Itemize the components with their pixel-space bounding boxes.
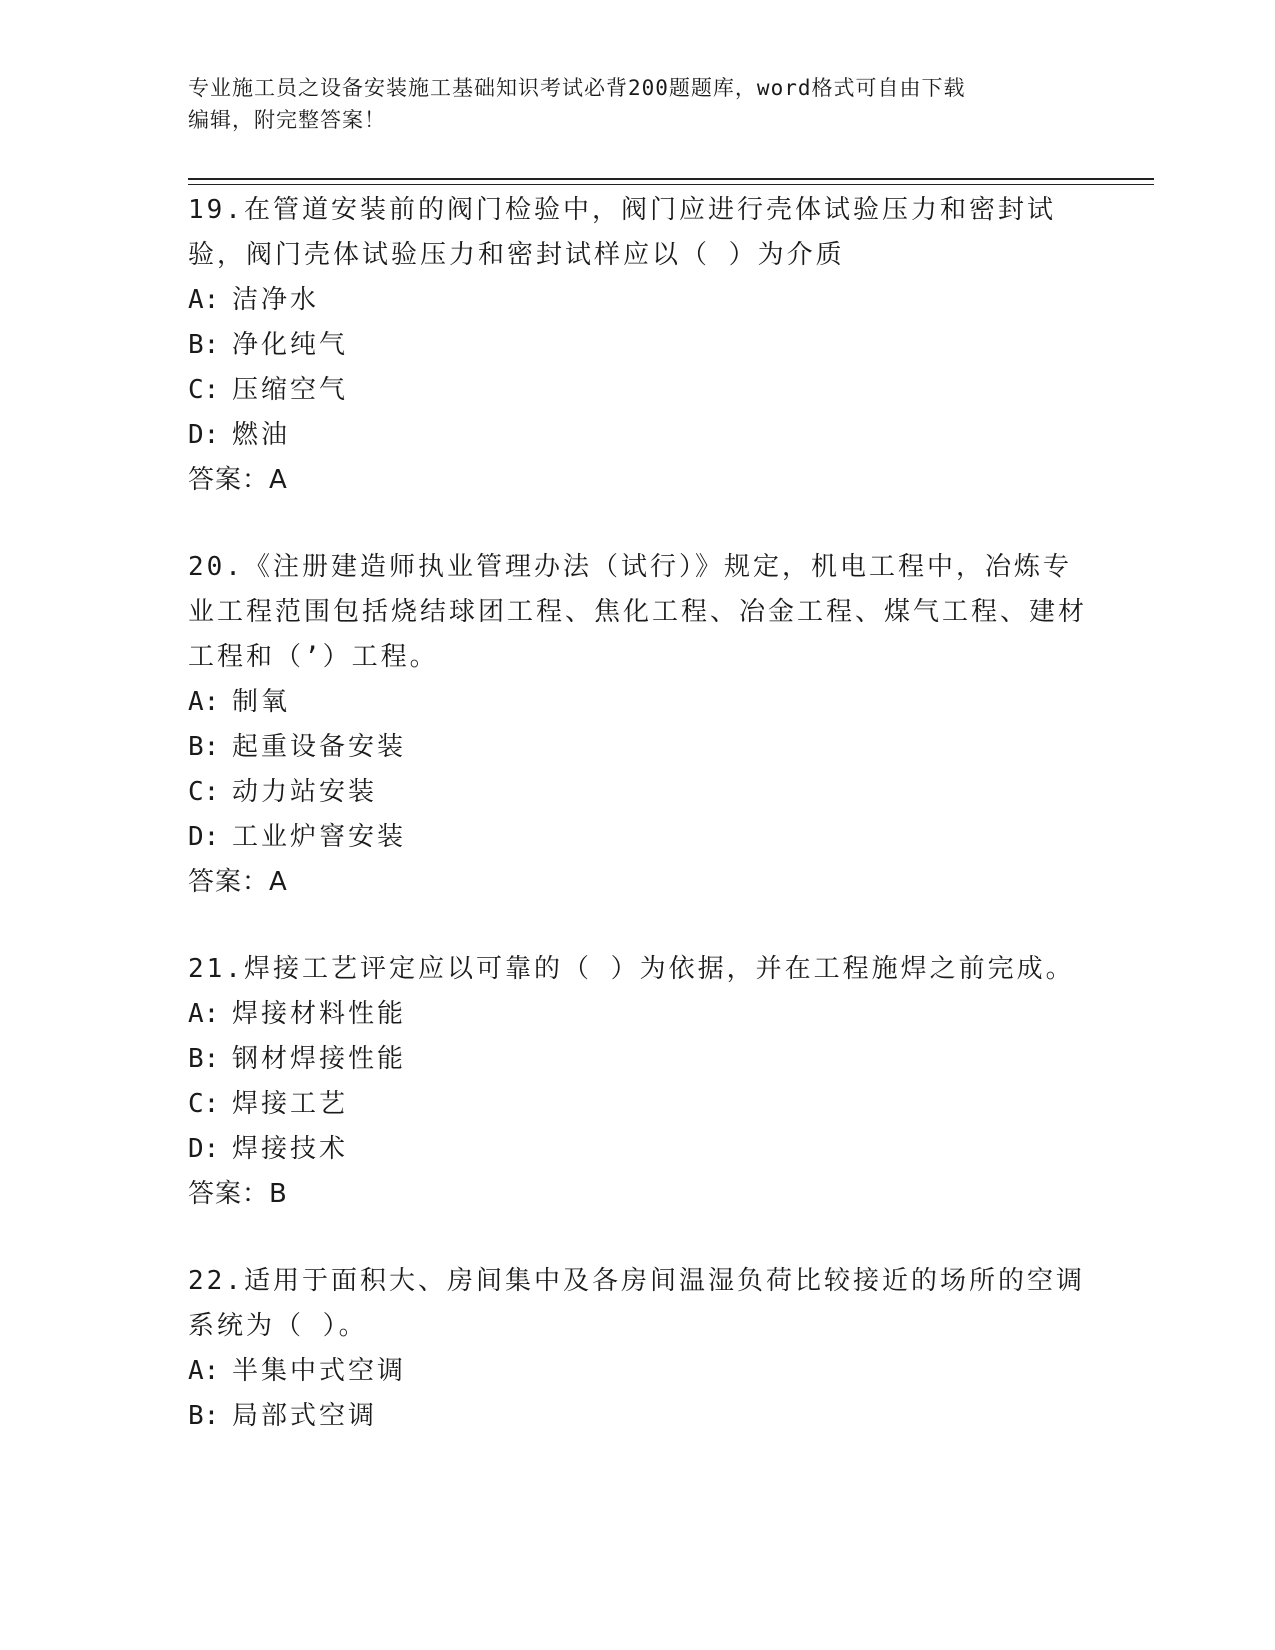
option-letter: D: xyxy=(188,420,220,450)
question-21 xyxy=(188,947,1088,1217)
option-letter: D: xyxy=(188,1134,220,1164)
option-letter: D: xyxy=(188,822,220,852)
option-letter: A: xyxy=(188,285,220,315)
option-text: 半集中式空调 xyxy=(232,1356,407,1386)
option-d xyxy=(188,413,1088,458)
question-text: 21.焊接工艺评定应以可靠的（ ）为依据，并在工程施焊之前完成。 xyxy=(188,954,1075,984)
question-text: 19.在管道安装前的阀门检验中，阀门应进行壳体试验压力和密封试验，阀门壳体试验压力和密封试样应以（ ）为介质 xyxy=(188,195,1056,270)
option-b xyxy=(188,1394,1088,1439)
option-text: 起重设备安装 xyxy=(232,732,407,762)
header-rule-thin xyxy=(188,184,1154,185)
option-text: 压缩空气 xyxy=(232,375,349,405)
option-a xyxy=(188,992,1088,1037)
question-text: 20.《注册建造师执业管理办法（试行）》规定，机电工程中，冶炼专业工程范围包括烧结球团工程、焦化工程、冶金工程、煤气工程、建材工程和（’）工程。 xyxy=(188,552,1088,672)
question-text: 22.适用于面积大、房间集中及各房间温湿负荷比较接近的场所的空调系统为（ ）。 xyxy=(188,1266,1085,1341)
answer-line: 答案：A xyxy=(188,465,288,495)
question-22 xyxy=(188,1259,1088,1439)
document-header xyxy=(188,72,1068,136)
option-c xyxy=(188,770,1088,815)
option-letter: A: xyxy=(188,687,220,717)
option-text: 制氧 xyxy=(232,687,291,717)
option-c xyxy=(188,1082,1088,1127)
answer-line: 答案：A xyxy=(188,867,288,897)
question-20 xyxy=(188,545,1088,905)
option-text: 净化纯气 xyxy=(232,330,349,360)
option-letter: A: xyxy=(188,1356,220,1386)
option-b xyxy=(188,725,1088,770)
option-text: 焊接技术 xyxy=(232,1134,349,1164)
option-d xyxy=(188,815,1088,860)
option-a xyxy=(188,680,1088,725)
option-b xyxy=(188,1037,1088,1082)
option-a xyxy=(188,1349,1088,1394)
option-text: 焊接材料性能 xyxy=(232,999,407,1029)
option-text: 焊接工艺 xyxy=(232,1089,349,1119)
option-letter: C: xyxy=(188,1089,220,1119)
option-letter: B: xyxy=(188,732,220,762)
question-list xyxy=(188,188,1088,1481)
option-letter: A: xyxy=(188,999,220,1029)
option-b xyxy=(188,323,1088,368)
answer-line: 答案：B xyxy=(188,1179,288,1209)
option-text: 局部式空调 xyxy=(232,1401,378,1431)
question-19 xyxy=(188,188,1088,503)
option-letter: C: xyxy=(188,375,220,405)
header-rule-thick xyxy=(188,178,1154,180)
option-letter: B: xyxy=(188,1401,220,1431)
option-text: 工业炉窨安装 xyxy=(232,822,407,852)
option-text: 洁净水 xyxy=(232,285,320,315)
header-line-2: 编辑，附完整答案！ xyxy=(188,108,386,132)
option-d xyxy=(188,1127,1088,1172)
option-letter: B: xyxy=(188,330,220,360)
option-text: 钢材焊接性能 xyxy=(232,1044,407,1074)
option-text: 动力站安装 xyxy=(232,777,378,807)
option-c xyxy=(188,368,1088,413)
option-a xyxy=(188,278,1088,323)
header-line-1: 专业施工员之设备安装施工基础知识考试必背200题题库，word格式可自由下载 xyxy=(188,76,966,100)
option-letter: B: xyxy=(188,1044,220,1074)
option-letter: C: xyxy=(188,777,220,807)
option-text: 燃油 xyxy=(232,420,291,450)
